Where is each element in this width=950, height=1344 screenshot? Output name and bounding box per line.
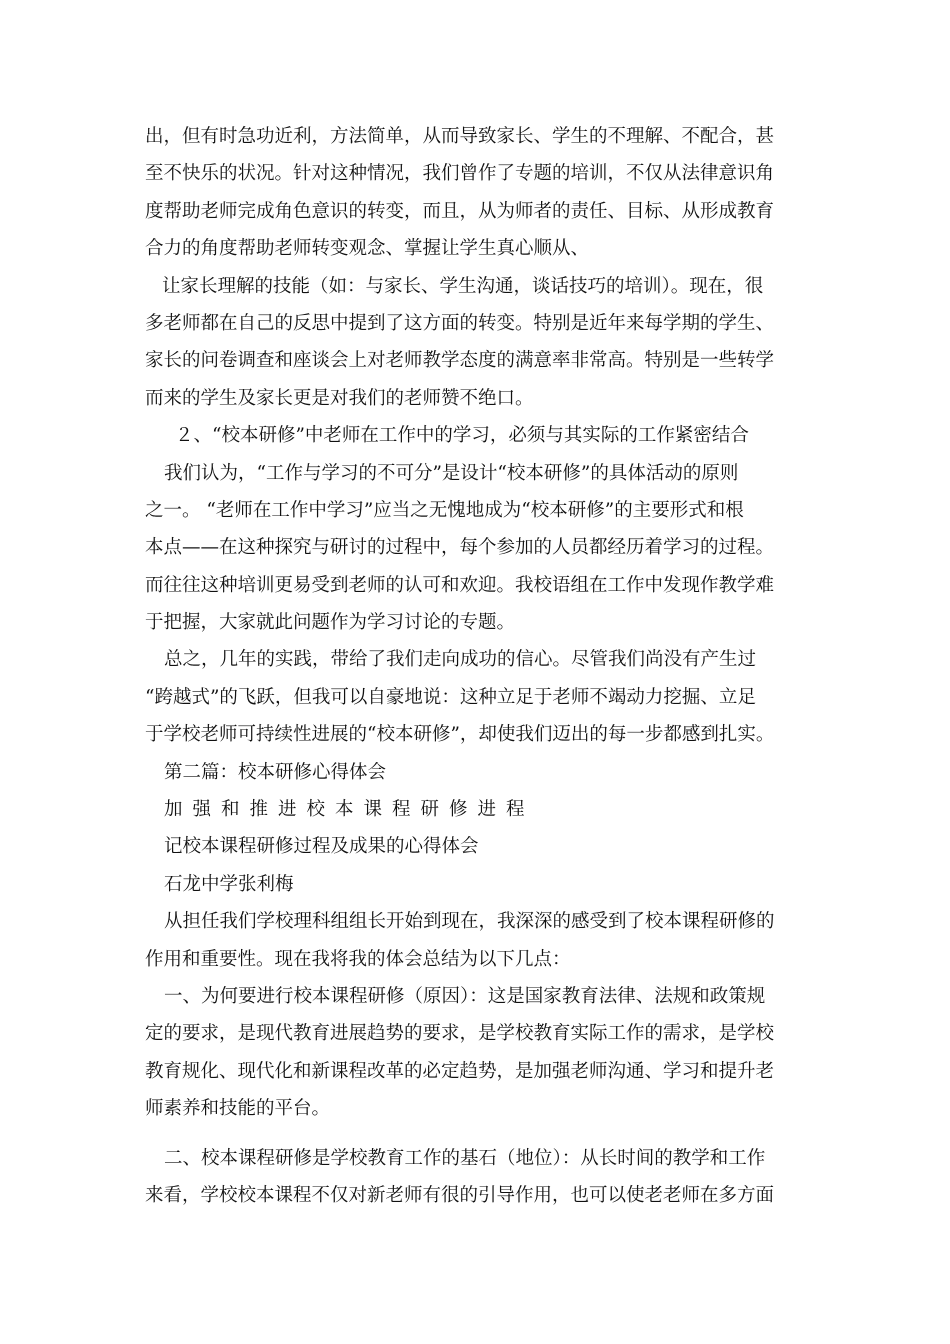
text-line: 让家长理解的技能（如：与家长、学生沟通，谈话技巧的培训）。现在，很 [162, 275, 764, 297]
author-line: 石龙中学张利梅 [164, 873, 294, 895]
text-line: 合力的角度帮助老师转变观念、掌握让学生真心顺从、 [145, 238, 590, 260]
text-line: 而往往这种培训更易受到老师的认可和欢迎。我校语组在工作中发现作教学难 [145, 574, 775, 596]
text-line: 本点——在这种探究与研讨的过程中，每个参加的人员都经历着学习的过程。 [145, 537, 775, 559]
text-line: 出，但有时急功近利，方法简单，从而导致家长、学生的不理解、不配合，甚 [145, 126, 775, 147]
text-line: “跨越式”的飞跃，但我可以自豪地说：这种立足于老师不竭动力挖掘、立足 [145, 686, 756, 708]
text-line: 我们认为，“工作与学习的不可分”是设计“校本研修”的具体活动的原则 [164, 462, 739, 484]
text-line: 于把握，大家就此问题作为学习讨论的专题。 [145, 612, 516, 634]
text-line: 于学校老师可持续性进展的“校本研修”，却使我们迈出的每一步都感到扎实。 [145, 724, 775, 746]
text-line: 多老师都在自己的反思中提到了这方面的转变。特别是近年来每学期的学生、 [145, 312, 775, 334]
text-line: 而来的学生及家长更是对我们的老师赞不绝口。 [145, 387, 534, 409]
chapter-title: 第二篇：校本研修心得体会 [164, 761, 387, 783]
text-line: 教育规化、现代化和新课程改革的必定趋势，是加强老师沟通、学习和提升老 [145, 1060, 775, 1082]
text-line: 师素养和技能的平台。 [145, 1098, 331, 1120]
text-line: 之一。 “老师在工作中学习”应当之无愧地成为“校本研修”的主要形式和根 [145, 499, 744, 521]
article-title: 加强和推进校本课程研修进程 [164, 799, 535, 821]
document-page [145, 118, 810, 1214]
text-line: 定的要求，是现代教育进展趋势的要求，是学校教育实际工作的需求，是学校 [145, 1023, 775, 1045]
text-line: 一、为何要进行校本课程研修（原因）：这是国家教育法律、法规和政策规 [164, 985, 766, 1007]
text-line: 从担任我们学校理科组组长开始到现在，我深深的感受到了校本课程研修的 [164, 911, 775, 933]
text-line: 作用和重要性。现在我将我的体会总结为以下几点： [145, 948, 571, 970]
text-line: 家长的问卷调查和座谈会上对老师教学态度的满意率非常高。特别是一些转学 [145, 350, 775, 372]
text-line: 度帮助老师完成角色意识的转变，而且，从为师者的责任、目标、从形成教育 [145, 200, 775, 222]
text-line: 至不快乐的状况。针对这种情况，我们曾作了专题的培训，不仅从法律意识角 [145, 163, 775, 185]
section-heading: ２、“校本研修”中老师在工作中的学习，必须与其实际的工作紧密结合 [175, 425, 749, 447]
text-line: 总之，几年的实践，带给了我们走向成功的信心。尽管我们尚没有产生过 [164, 649, 757, 671]
text-line: 来看，学校校本课程不仅对新老师有很的引导作用，也可以使老老师在多方面 [145, 1184, 775, 1206]
article-subtitle: 记校本课程研修过程及成果的心得体会 [164, 836, 479, 858]
text-line: 二、校本课程研修是学校教育工作的基石（地位）：从长时间的教学和工作 [164, 1147, 766, 1169]
paragraph-gap [145, 1128, 810, 1140]
